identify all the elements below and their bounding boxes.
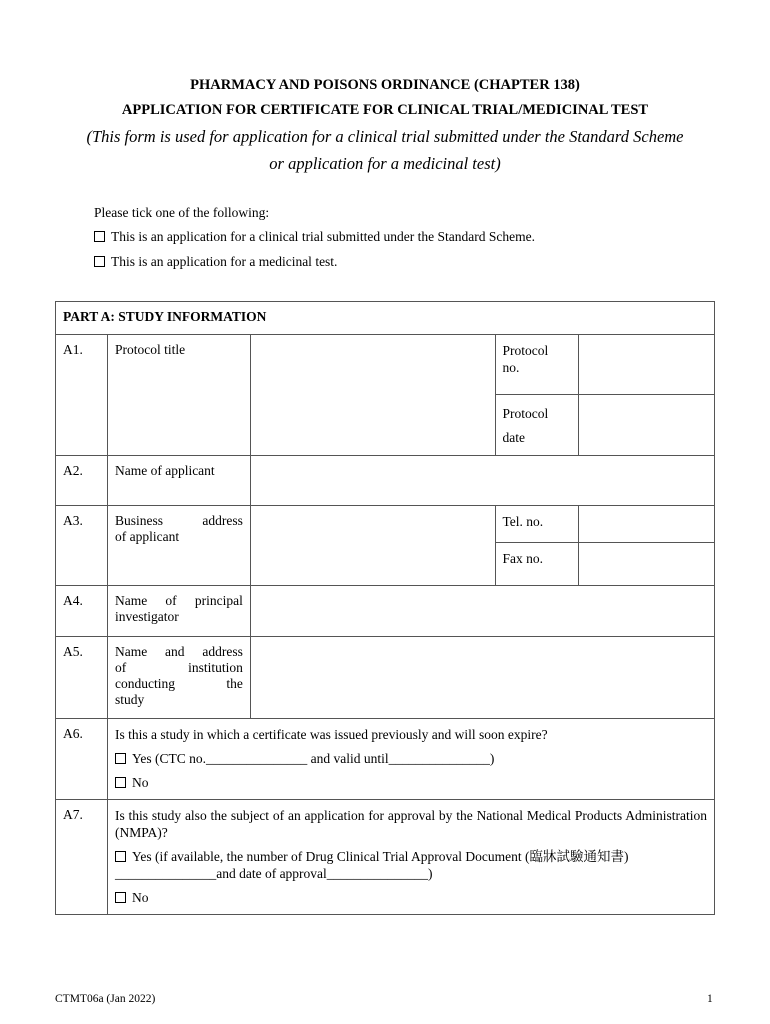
part-a-table [55,301,715,915]
a6-yes-option[interactable] [115,750,707,767]
a3-label [107,506,250,586]
a7-yes-label-l1: Yes (if available, the number of Drug Clinical Trial Approval Document (臨牀試驗通知書) [131,849,629,864]
applicant-name-field[interactable] [250,456,714,506]
a7-yes-option[interactable] [115,848,707,865]
protocol-date-field[interactable] [578,395,714,456]
page-number: 1 [707,993,713,1005]
fax-no-field[interactable] [578,543,714,586]
a5-number: A5. [56,637,108,719]
a7-content [107,800,714,915]
a7-question: Is this study also the subject of an application for approval by the National Medical Products Administration (NMPA)? [114,808,707,840]
a7-no-checkbox[interactable] [115,892,126,903]
tel-no-field[interactable] [578,506,714,543]
institution-field[interactable] [250,637,714,719]
a6-content [107,719,714,800]
a3-number: A3. [56,506,108,586]
a6-no-option[interactable] [115,774,707,791]
part-a-heading: PART A: STUDY INFORMATION [56,302,715,335]
a1-number: A1. [56,335,108,456]
protocol-date-label-l2: date [502,430,525,445]
a2-label: Name of applicant [107,456,250,506]
principal-investigator-field[interactable] [250,586,714,637]
protocol-title-field[interactable] [250,335,495,456]
a7-yes-label-l2: _______________and date of approval_______________) [114,866,433,881]
option-trial-label: This is an application for a clinical trial submitted under the Standard Scheme. [111,229,536,244]
form-title-line2: APPLICATION FOR CERTIFICATE FOR CLINICAL TRIAL/MEDICINAL TEST [121,102,649,118]
checkbox-clinical-trial[interactable] [94,231,105,242]
protocol-date-label-l1: Protocol [502,406,549,421]
application-type-option-test[interactable] [94,254,337,270]
business-address-field[interactable] [250,506,495,586]
form-title-line1: PHARMACY AND POISONS ORDINANCE (CHAPTER 138) [190,77,580,93]
protocol-no-field[interactable] [578,335,714,395]
form-subtitle-line2: or application for a medicinal test) [269,154,501,173]
application-type-option-trial[interactable] [94,229,535,245]
form-subtitle-line1: (This form is used for application for a clinical trial submitted under the Standard Scheme [86,127,684,146]
tel-no-label: Tel. no. [495,506,578,543]
a5-label [107,637,250,719]
option-test-label: This is an application for a medicinal test. [111,254,338,269]
protocol-no-label-l1: Protocol [502,343,549,358]
protocol-date-label [495,395,578,456]
a3-label-l1: Business address [114,513,243,528]
a2-number: A2. [56,456,108,506]
a6-yes-label: Yes (CTC no._______________ and valid until_______________) [131,751,495,766]
a5-label-l2: of institution [114,660,243,675]
a7-no-option[interactable] [115,889,707,906]
form-code: CTMT06a (Jan 2022) [55,993,156,1005]
a6-no-checkbox[interactable] [115,777,126,788]
a7-yes-checkbox[interactable] [115,851,126,862]
a6-question: Is this a study in which a certificate was issued previously and will soon expire? [114,727,548,742]
a4-number: A4. [56,586,108,637]
a3-label-l2: of applicant [114,529,180,544]
fax-no-label: Fax no. [495,543,578,586]
a6-yes-checkbox[interactable] [115,753,126,764]
protocol-no-label [495,335,578,395]
checkbox-medicinal-test[interactable] [94,256,105,267]
a4-label-l2: investigator [114,609,179,624]
protocol-no-label-l2: no. [502,360,520,375]
a5-label-l3: conducting the [114,676,243,691]
a4-label-l1: Name of principal [114,593,243,608]
a7-number: A7. [56,800,108,915]
a5-label-l1: Name and address [114,644,243,659]
a5-label-l4: study [114,692,145,707]
a6-number: A6. [56,719,108,800]
a1-label: Protocol title [107,335,250,456]
a4-label [107,586,250,637]
tick-instruction: Please tick one of the following: [94,205,270,220]
a6-no-label: No [131,775,149,790]
a7-no-label: No [131,890,149,905]
